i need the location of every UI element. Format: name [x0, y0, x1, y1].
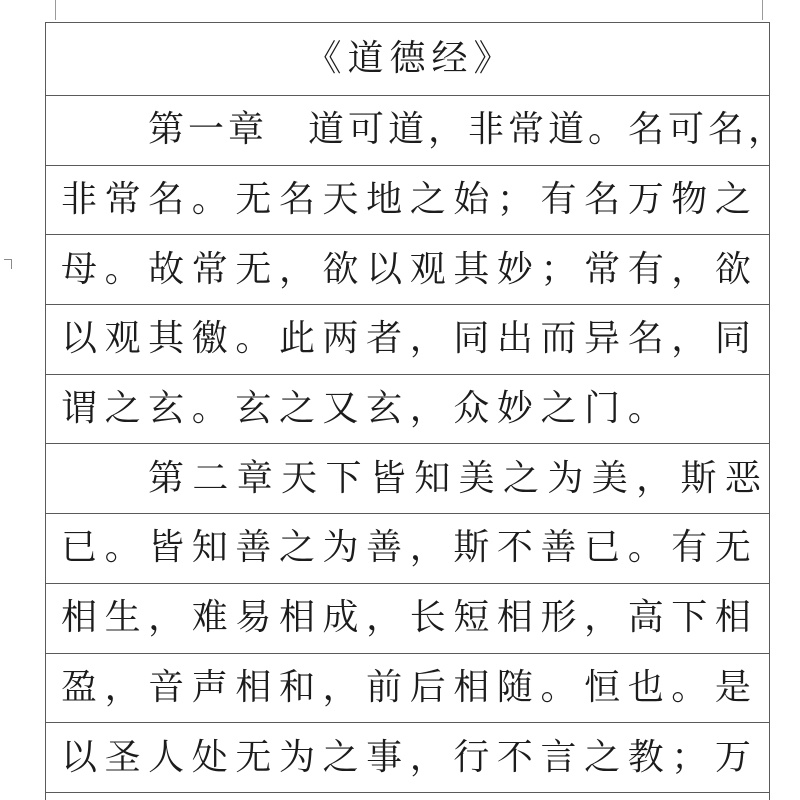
character: ； [671, 736, 708, 778]
character: 知 [414, 457, 451, 499]
text-line-4 [59, 305, 753, 374]
text-line-2 [59, 166, 753, 235]
character: 妙 [496, 248, 533, 290]
character: ， [636, 457, 673, 499]
character: 又 [322, 388, 359, 430]
character: 以 [366, 248, 403, 290]
character: 常 [191, 248, 228, 290]
character: 长 [409, 597, 446, 639]
character: 相 [496, 597, 533, 639]
character: 第 [147, 109, 184, 151]
text-line-10 [59, 723, 753, 792]
character: 善 [366, 527, 403, 569]
character: 相 [453, 666, 490, 708]
character: 美 [458, 457, 495, 499]
character: 之 [502, 457, 539, 499]
character: 天 [281, 457, 318, 499]
character: 为 [547, 457, 584, 499]
character: ， [409, 527, 446, 569]
ruled-row [46, 375, 769, 445]
character: 相 [714, 597, 751, 639]
character: 以 [60, 736, 97, 778]
character: 。 [587, 109, 624, 151]
character: 物 [671, 179, 708, 221]
crop-mark-right [762, 0, 763, 20]
character: 后 [409, 666, 446, 708]
character: 相 [60, 597, 97, 639]
character: 一 [187, 109, 224, 151]
character: ， [747, 109, 784, 151]
text-line-6 [146, 444, 763, 513]
character: 善 [540, 527, 577, 569]
character: 之 [714, 179, 751, 221]
character: 不 [496, 736, 533, 778]
character: 前 [366, 666, 403, 708]
character: 事 [366, 736, 403, 778]
character: 非 [467, 109, 504, 151]
character: 常 [584, 248, 621, 290]
character: 故 [148, 248, 185, 290]
character: 。 [235, 318, 272, 360]
character: 为 [322, 527, 359, 569]
ruled-row [46, 514, 769, 584]
character: 两 [322, 318, 359, 360]
character: ， [427, 109, 464, 151]
character: 已 [584, 527, 621, 569]
character: 之 [409, 179, 446, 221]
crop-mark-left [55, 0, 56, 20]
character [266, 112, 306, 148]
character: 。 [627, 388, 664, 430]
character: 知 [191, 527, 228, 569]
ruled-row [46, 654, 769, 724]
margin-mark [4, 259, 12, 269]
character: 徼 [191, 318, 228, 360]
character: ； [540, 248, 577, 290]
character: 道 [387, 109, 424, 151]
character: 圣 [104, 736, 141, 778]
character: ， [148, 597, 185, 639]
ruled-row [46, 584, 769, 654]
character: 已 [60, 527, 97, 569]
character: 美 [591, 457, 628, 499]
character: 之 [584, 736, 621, 778]
character: 声 [191, 666, 228, 708]
character: 盈 [60, 666, 97, 708]
character: 而 [540, 318, 577, 360]
character: 斯 [453, 527, 490, 569]
character: 非 [60, 179, 97, 221]
character: 名 [707, 109, 744, 151]
character: 名 [584, 179, 621, 221]
text-line-1 [146, 96, 784, 165]
character: 玄 [148, 388, 185, 430]
character: 观 [104, 318, 141, 360]
character: 有 [671, 527, 708, 569]
document-page[interactable] [45, 22, 784, 800]
character: 言 [540, 736, 577, 778]
character: 众 [453, 388, 490, 430]
text-line-9 [59, 654, 753, 723]
character: 。 [671, 666, 708, 708]
character: 二 [192, 457, 229, 499]
character: 生 [104, 597, 141, 639]
character: 欲 [322, 248, 359, 290]
character: 经 [431, 38, 468, 79]
character: 随 [496, 666, 533, 708]
character: 道 [307, 109, 344, 151]
text-line-5 [59, 375, 666, 444]
character: 。 [104, 527, 141, 569]
text-line-8 [59, 584, 753, 653]
character: 名 [627, 109, 664, 151]
character: 母 [60, 248, 97, 290]
character: 处 [191, 736, 228, 778]
character: 第 [147, 457, 184, 499]
character: 妙 [496, 388, 533, 430]
character: 为 [278, 736, 315, 778]
character: 观 [409, 248, 446, 290]
character: 者 [366, 318, 403, 360]
character: 《 [305, 38, 342, 79]
character: 万 [627, 179, 664, 221]
character: ， [366, 597, 403, 639]
character: 之 [540, 388, 577, 430]
character: 音 [148, 666, 185, 708]
character: 异 [584, 318, 621, 360]
character: ； [496, 179, 533, 221]
character: 无 [714, 527, 751, 569]
document-title [46, 23, 769, 95]
character: 无 [235, 248, 272, 290]
character: ， [671, 248, 708, 290]
character: 同 [453, 318, 490, 360]
character: 不 [496, 527, 533, 569]
character: 善 [235, 527, 272, 569]
character: ， [409, 318, 446, 360]
character: 其 [148, 318, 185, 360]
character: ， [671, 318, 708, 360]
character: 是 [714, 666, 751, 708]
character: 行 [453, 736, 490, 778]
character: 。 [104, 248, 141, 290]
character: 谓 [60, 388, 97, 430]
character: 常 [507, 109, 544, 151]
character: 之 [278, 527, 315, 569]
character: 。 [627, 527, 664, 569]
character: 名 [148, 179, 185, 221]
character: 欲 [714, 248, 751, 290]
character: 德 [389, 38, 426, 79]
character: 始 [453, 179, 490, 221]
character: 》 [473, 38, 510, 79]
character: 以 [60, 318, 97, 360]
character: 斯 [680, 457, 717, 499]
character: 有 [540, 179, 577, 221]
character: ， [278, 248, 315, 290]
character: 名 [627, 318, 664, 360]
character: 同 [714, 318, 751, 360]
character: 道 [547, 109, 584, 151]
character: 可 [347, 109, 384, 151]
character: 短 [453, 597, 490, 639]
character: 其 [453, 248, 490, 290]
character: 无 [235, 179, 272, 221]
character: 章 [227, 109, 264, 151]
character: 地 [366, 179, 403, 221]
character: 无 [235, 736, 272, 778]
character: ， [409, 388, 446, 430]
ruled-row [46, 723, 769, 793]
character: 常 [104, 179, 141, 221]
character: 和 [278, 666, 315, 708]
character: 玄 [366, 388, 403, 430]
character: 成 [322, 597, 359, 639]
character: ， [322, 666, 359, 708]
character: 下 [671, 597, 708, 639]
character: 人 [148, 736, 185, 778]
ruled-row [46, 166, 769, 236]
character: 形 [540, 597, 577, 639]
character: 章 [236, 457, 273, 499]
character: 恶 [724, 457, 761, 499]
character: 之 [322, 736, 359, 778]
ruled-row [46, 444, 769, 514]
character: 有 [627, 248, 664, 290]
character: ， [584, 597, 621, 639]
character: 之 [278, 388, 315, 430]
character: 难 [191, 597, 228, 639]
title-row [46, 23, 769, 96]
character: 道 [347, 38, 384, 79]
character: 相 [235, 666, 272, 708]
character: 教 [627, 736, 664, 778]
ruled-row [46, 305, 769, 375]
character: 皆 [369, 457, 406, 499]
character: 玄 [235, 388, 272, 430]
text-line-3 [59, 235, 753, 304]
character: 门 [584, 388, 621, 430]
character: ， [409, 736, 446, 778]
ruled-row [46, 235, 769, 305]
character: 也 [627, 666, 664, 708]
character: 名 [278, 179, 315, 221]
character: 。 [191, 388, 228, 430]
character: 之 [104, 388, 141, 430]
character: ， [104, 666, 141, 708]
text-line-7 [59, 514, 753, 583]
character: 易 [235, 597, 272, 639]
character: 高 [627, 597, 664, 639]
character: 。 [191, 179, 228, 221]
character: 皆 [148, 527, 185, 569]
character: 此 [278, 318, 315, 360]
character: 相 [278, 597, 315, 639]
character: 。 [540, 666, 577, 708]
ruled-row [46, 96, 784, 166]
character: 下 [325, 457, 362, 499]
character: 恒 [584, 666, 621, 708]
character: 万 [714, 736, 751, 778]
character: 出 [496, 318, 533, 360]
character: 天 [322, 179, 359, 221]
character: 可 [667, 109, 704, 151]
